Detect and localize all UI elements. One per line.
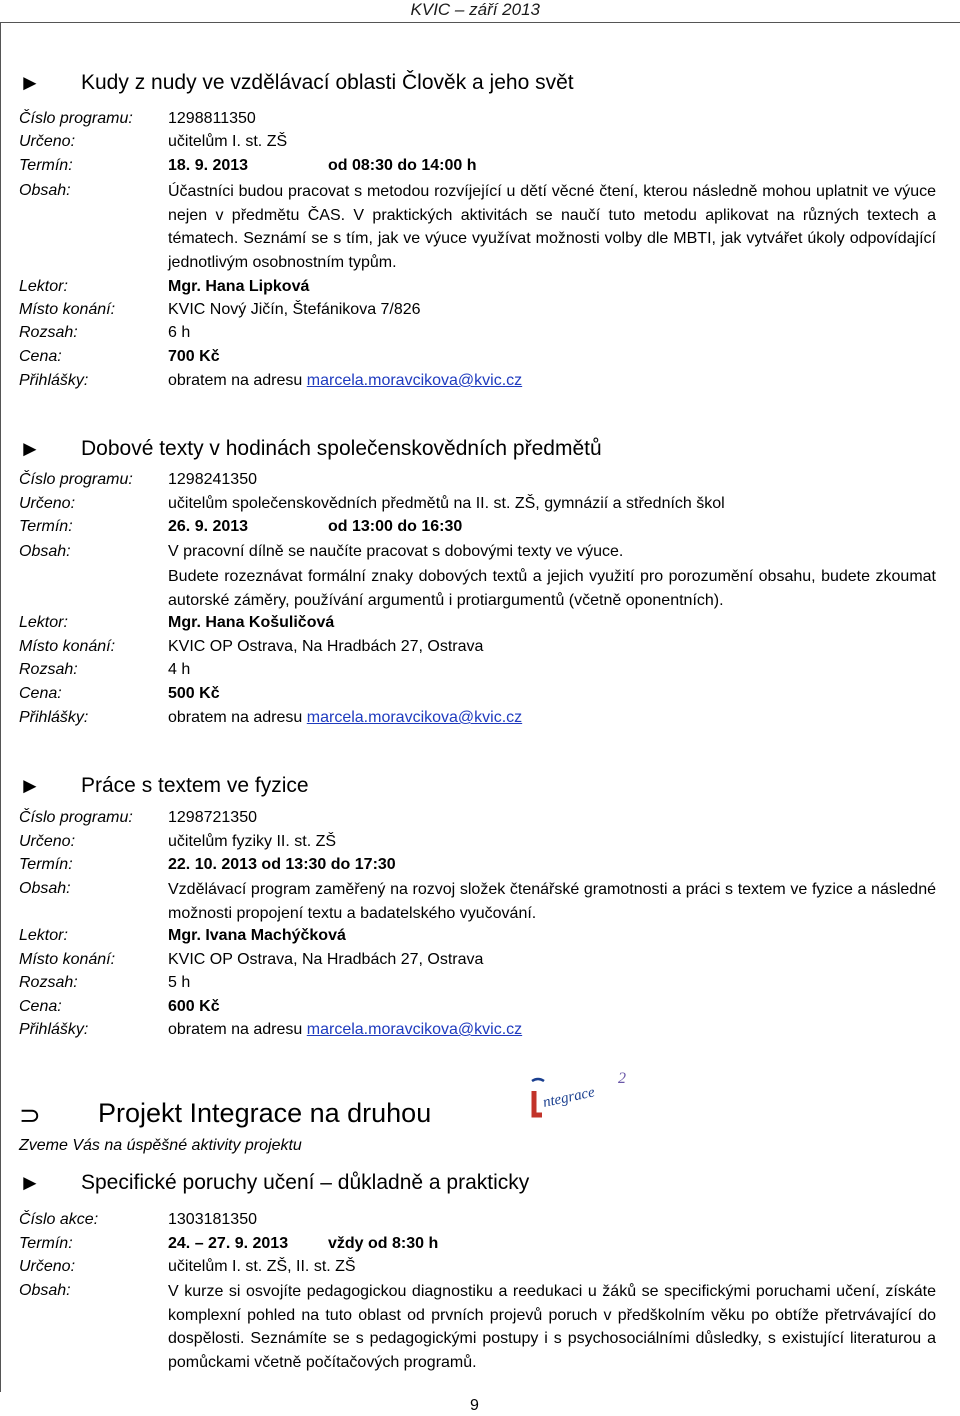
bullet-arrow-icon: ► <box>19 1170 41 1195</box>
duration: 5 h <box>168 974 191 991</box>
registration <box>168 370 522 392</box>
rozsah-label: Rozsah: <box>19 974 78 991</box>
urceno-label: Určeno: <box>19 495 76 512</box>
registration-prefix: obratem na adresu <box>168 1021 303 1038</box>
lektor-label: Lektor: <box>19 278 68 295</box>
venue: KVIC Nový Jičín, Štefánikova 7/826 <box>168 301 421 318</box>
bullet-arrow-icon: ► <box>19 70 41 95</box>
target-audience: učitelům I. st. ZŠ <box>168 133 288 150</box>
program-number: 1298721350 <box>168 809 257 826</box>
logo-superscript: 2 <box>618 1070 626 1087</box>
registration <box>168 707 522 729</box>
cislo-akce-label: Číslo akce: <box>19 1211 99 1228</box>
page-number: 9 <box>470 1397 479 1414</box>
termin-label: Termín: <box>19 157 73 174</box>
email-link[interactable]: marcela.moravcikova@kvic.cz <box>306 1021 523 1038</box>
venue: KVIC OP Ostrava, Na Hradbách 27, Ostrava <box>168 951 484 968</box>
course-title: Dobové texty v hodinách společenskovědních předmětů <box>81 437 602 460</box>
target-audience: učitelům fyziky II. st. ZŠ <box>168 833 337 850</box>
price: 600 Kč <box>168 998 220 1015</box>
course-date: 26. 9. 2013 <box>168 518 249 535</box>
cena-label: Cena: <box>19 998 62 1015</box>
action-description: V kurze si osvojíte pedagogickou diagnostiku a reedukaci u žáků se specifickými poruchami učení, získáte komplexní pohled na tuto oblast od prvních projevů poruch v předškolním věku po obtíže přetrvávající do dospělosti. Seznámíte se s pedagogickými postupy i s psychosociálními důsledky, s existující literaturou a pomůckami včetně počítačových programů. <box>168 1283 936 1371</box>
misto-label: Místo konání: <box>19 638 116 655</box>
price: 700 Kč <box>168 348 220 365</box>
program-label: Číslo programu: <box>19 809 133 826</box>
cena-label: Cena: <box>19 685 62 702</box>
lektor-label: Lektor: <box>19 927 68 944</box>
program-label: Číslo programu: <box>19 471 133 488</box>
program-number: 1298811350 <box>168 110 256 127</box>
termin-label: Termín: <box>19 856 73 873</box>
target-audience: učitelům I. st. ZŠ, II. st. ZŠ <box>168 1258 356 1275</box>
email-link[interactable]: marcela.moravcikova@kvic.cz <box>306 709 523 726</box>
course-time: od 08:30 do 14:00 h <box>328 157 477 174</box>
action-time: vždy od 8:30 h <box>328 1235 439 1252</box>
registration-prefix: obratem na adresu <box>168 709 303 726</box>
urceno-label: Určeno: <box>19 833 76 850</box>
obsah-label: Obsah: <box>19 182 71 199</box>
lecturer-name: Mgr. Hana Košuličová <box>168 614 335 631</box>
program-label: Číslo programu: <box>19 110 133 127</box>
prihlasky-label: Přihlášky: <box>19 372 89 389</box>
lektor-label: Lektor: <box>19 614 68 631</box>
prihlasky-label: Přihlášky: <box>19 709 89 726</box>
course-description: Účastníci budou pracovat s metodou rozvíjející u dětí věcné čtení, kterou následně mohou uplatnit ve výuce nejen v předmětu ČAS. V praktických aktivitách se naučí tuto metodu aplikovat na různých textech a tématech. Seznámí se s tím, jak ve výuce využívat možnosti volby dle MBTI, jak vytvářet úkoly odpovídající jednotlivým osobnostním typům. <box>168 183 936 271</box>
target-audience: učitelům společenskovědních předmětů na II. st. ZŠ, gymnázií a středních škol <box>168 495 725 512</box>
bullet-arrow-icon: ► <box>19 773 41 798</box>
lecturer-name: Mgr. Ivana Machýčková <box>168 927 346 944</box>
project-subtitle: Zveme Vás na úspěšné aktivity projektu <box>19 1137 302 1154</box>
logo-i-dot <box>532 1079 544 1081</box>
logo-text: ntegrace <box>541 1084 597 1111</box>
action-date: 24. – 27. 9. 2013 <box>168 1235 289 1252</box>
course-date: 18. 9. 2013 <box>168 157 249 174</box>
project-bullet-icon: ⊃ <box>19 1100 41 1130</box>
misto-label: Místo konání: <box>19 951 116 968</box>
urceno-label: Určeno: <box>19 133 76 150</box>
rozsah-label: Rozsah: <box>19 661 78 678</box>
integrace-logo <box>528 1067 632 1119</box>
email-link[interactable]: marcela.moravcikova@kvic.cz <box>306 372 523 389</box>
obsah-label: Obsah: <box>19 543 71 560</box>
course-title: Práce s textem ve fyzice <box>81 774 309 797</box>
price: 500 Kč <box>168 685 220 702</box>
cena-label: Cena: <box>19 348 62 365</box>
project-title: Projekt Integrace na druhou <box>98 1098 432 1128</box>
program-number: 1298241350 <box>168 471 257 488</box>
prihlasky-label: Přihlášky: <box>19 1021 89 1038</box>
course-time: od 13:00 do 16:30 <box>328 518 463 535</box>
rozsah-label: Rozsah: <box>19 324 78 341</box>
obsah-label: Obsah: <box>19 1282 71 1299</box>
registration-prefix: obratem na adresu <box>168 372 303 389</box>
lecturer-name: Mgr. Hana Lipková <box>168 278 310 295</box>
course-description: Budete rozeznávat formální znaky dobových textů a jejich využití pro porozumění obsahu, budete zkoumat autorské záměry, používání argumentů i protiargumentů (včetně oponentních). <box>168 568 936 609</box>
duration: 4 h <box>168 661 191 678</box>
action-number: 1303181350 <box>168 1211 257 1228</box>
page-header-title: KVIC – září 2013 <box>410 0 540 19</box>
course-description: Vzdělávací program zaměřený na rozvoj složek čtenářské gramotnosti a práci s textem ve fyzice a následné možnosti propojení textu a badatelského vyučování. <box>168 881 936 922</box>
course-date-time: 22. 10. 2013 od 13:30 do 17:30 <box>168 856 396 873</box>
course-title: Kudy z nudy ve vzdělávací oblasti Člověk a jeho svět <box>81 71 574 94</box>
misto-label: Místo konání: <box>19 301 116 318</box>
action-title: Specifické poruchy učení – důkladně a prakticky <box>81 1171 530 1194</box>
urceno-label: Určeno: <box>19 1258 76 1275</box>
left-border <box>0 22 1 1392</box>
registration <box>168 1019 522 1041</box>
duration: 6 h <box>168 324 191 341</box>
venue: KVIC OP Ostrava, Na Hradbách 27, Ostrava <box>168 638 484 655</box>
obsah-label: Obsah: <box>19 880 71 897</box>
termin-label: Termín: <box>19 518 73 535</box>
course-description-intro: V pracovní dílně se naučíte pracovat s dobovými texty ve výuce. <box>168 543 624 560</box>
bullet-arrow-icon: ► <box>19 436 41 461</box>
termin-label: Termín: <box>19 1235 73 1252</box>
header-divider <box>0 22 960 23</box>
